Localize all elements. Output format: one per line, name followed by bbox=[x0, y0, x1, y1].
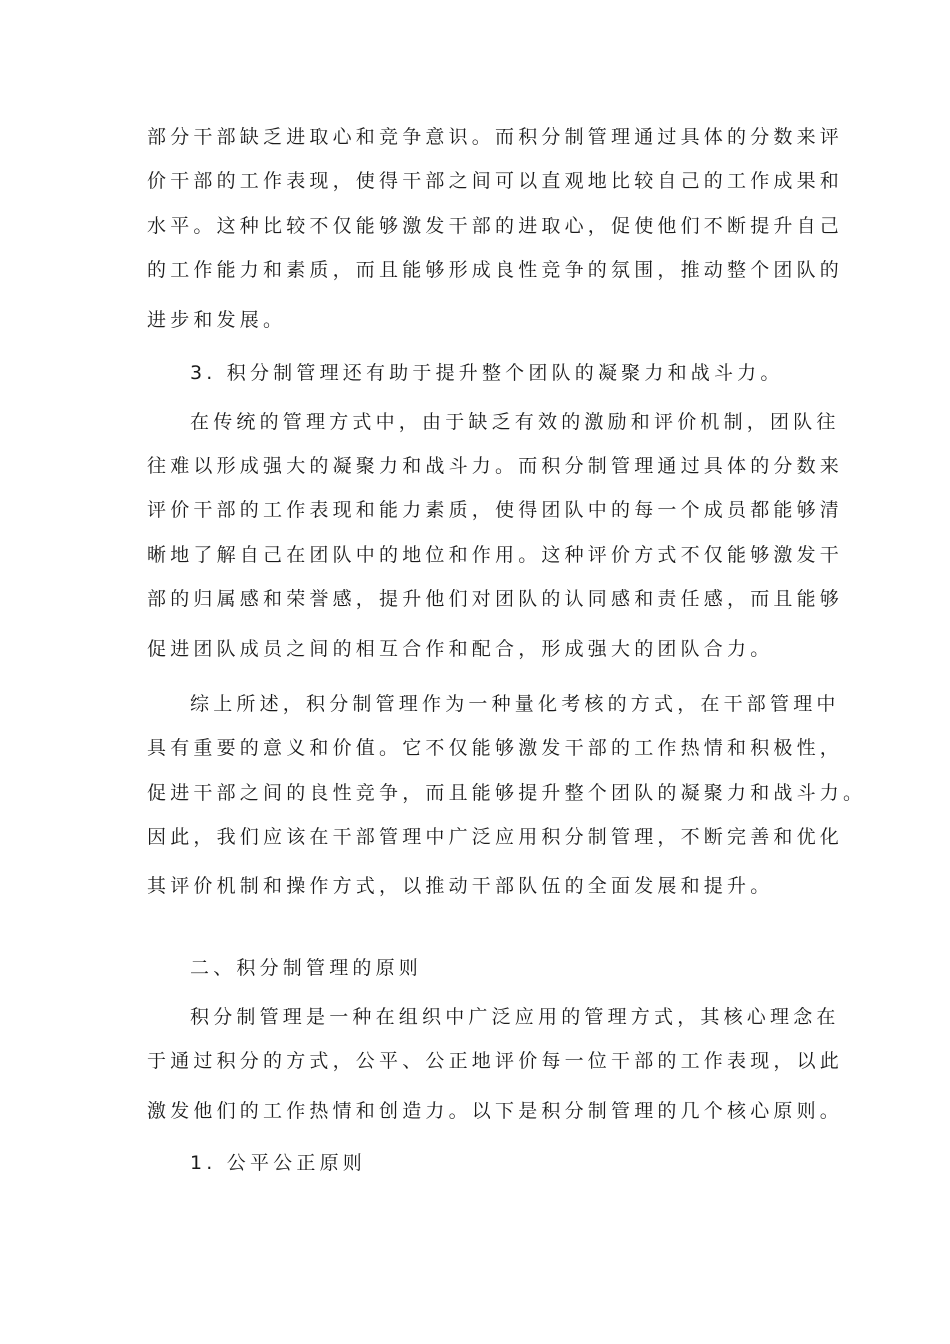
paragraph-line: 评价干部的工作表现和能力素质，使得团队中的每一个成员都能够清 bbox=[147, 499, 844, 521]
paragraph-line: 于通过积分的方式，公平、公正地评价每一位干部的工作表现，以此 bbox=[147, 1050, 844, 1072]
paragraph-line: 部的归属感和荣誉感，提升他们对团队的认同感和责任感，而且能够 bbox=[147, 588, 844, 610]
paragraph-line: 水平。这种比较不仅能够激发干部的进取心，促使他们不断提升自己 bbox=[147, 215, 844, 237]
paragraph-line: 往难以形成强大的凝聚力和战斗力。而积分制管理通过具体的分数来 bbox=[147, 455, 844, 477]
paragraph-line: 激发他们的工作热情和创造力。以下是积分制管理的几个核心原则。 bbox=[147, 1100, 844, 1122]
paragraph-line: 具有重要的意义和价值。它不仅能够激发干部的工作热情和积极性， bbox=[147, 737, 844, 759]
paragraph-line: 因此，我们应该在干部管理中广泛应用积分制管理，不断完善和优化 bbox=[147, 826, 844, 848]
paragraph-line: 部分干部缺乏进取心和竞争意识。而积分制管理通过具体的分数来评 bbox=[147, 126, 844, 148]
paragraph-line: 晰地了解自己在团队中的地位和作用。这种评价方式不仅能够激发干 bbox=[147, 544, 844, 566]
numbered-heading: 3. 积分制管理还有助于提升整个团队的凝聚力和战斗力。 bbox=[190, 362, 784, 384]
paragraph-line: 价干部的工作表现，使得干部之间可以直观地比较自己的工作成果和 bbox=[147, 170, 844, 192]
paragraph-line: 促进干部之间的良性竞争，而且能够提升整个团队的凝聚力和战斗力。 bbox=[147, 782, 867, 804]
paragraph-line: 的工作能力和素质，而且能够形成良性竞争的氛围，推动整个团队的 bbox=[147, 259, 844, 281]
paragraph-line: 在传统的管理方式中，由于缺乏有效的激励和评价机制，团队往 bbox=[190, 411, 840, 433]
paragraph-line: 促进团队成员之间的相互合作和配合，形成强大的团队合力。 bbox=[147, 638, 774, 660]
paragraph-line: 综上所述，积分制管理作为一种量化考核的方式，在干部管理中 bbox=[190, 693, 840, 715]
paragraph-line: 其评价机制和操作方式，以推动干部队伍的全面发展和提升。 bbox=[147, 875, 774, 897]
paragraph-line: 进步和发展。 bbox=[147, 309, 287, 331]
section-heading: 二、积分制管理的原则 bbox=[190, 957, 423, 979]
paragraph-line: 积分制管理是一种在组织中广泛应用的管理方式，其核心理念在 bbox=[190, 1006, 840, 1028]
numbered-heading: 1. 公平公正原则 bbox=[190, 1152, 366, 1174]
